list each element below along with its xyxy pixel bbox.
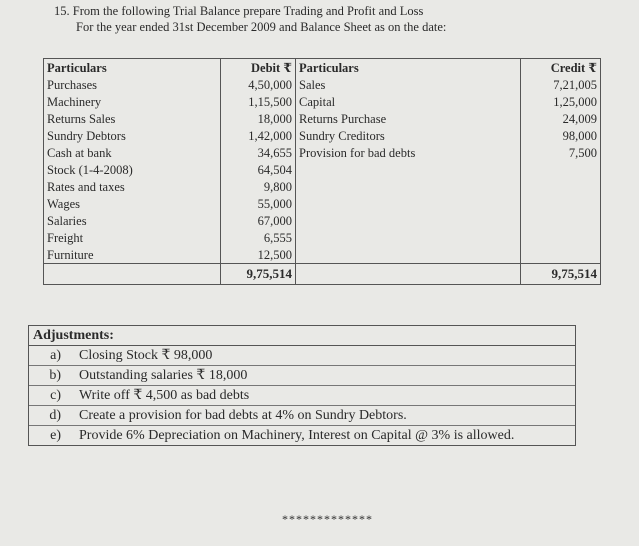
credit-amount: 7,21,005 bbox=[521, 76, 601, 93]
adjustment-text: Closing Stock ₹ 98,000 bbox=[79, 348, 213, 363]
debit-amount: 55,000 bbox=[221, 195, 296, 212]
table-row bbox=[44, 110, 601, 127]
adjustment-item bbox=[29, 346, 575, 366]
debit-amount: 1,15,500 bbox=[221, 93, 296, 110]
debit-amount: 6,555 bbox=[221, 229, 296, 246]
adjustment-text: Provide 6% Depreciation on Machinery, Interest on Capital @ 3% is allowed. bbox=[79, 428, 515, 443]
credit-amount bbox=[521, 195, 601, 212]
credit-particular bbox=[296, 229, 521, 246]
adjustment-item bbox=[29, 426, 575, 445]
table-row bbox=[44, 212, 601, 229]
adjustment-letter: a) bbox=[50, 348, 61, 363]
debit-particular: Machinery bbox=[44, 93, 221, 110]
credit-amount bbox=[521, 212, 601, 229]
header-particulars-credit: Particulars bbox=[296, 59, 521, 77]
credit-particular: Provision for bad debts bbox=[296, 144, 521, 161]
debit-particular: Returns Sales bbox=[44, 110, 221, 127]
credit-amount: 7,500 bbox=[521, 144, 601, 161]
debit-amount: 9,800 bbox=[221, 178, 296, 195]
adjustment-item bbox=[29, 366, 575, 386]
adjustment-text: Write off ₹ 4,500 as bad debts bbox=[79, 388, 250, 403]
debit-particular: Furniture bbox=[44, 246, 221, 264]
question-line-2: For the year ended 31st December 2009 and Balance Sheet as on the date: bbox=[76, 20, 447, 34]
credit-particular: Capital bbox=[296, 93, 521, 110]
adjustment-item bbox=[29, 386, 575, 406]
debit-particular: Freight bbox=[44, 229, 221, 246]
adjustment-letter: e) bbox=[50, 428, 61, 443]
adjustment-text: Create a provision for bad debts at 4% on Sundry Debtors. bbox=[79, 408, 407, 423]
header-debit: Debit ₹ bbox=[221, 59, 296, 77]
credit-amount: 24,009 bbox=[521, 110, 601, 127]
adjustment-item bbox=[29, 406, 575, 426]
credit-amount bbox=[521, 178, 601, 195]
header-particulars-debit: Particulars bbox=[44, 59, 221, 77]
debit-particular: Sundry Debtors bbox=[44, 127, 221, 144]
table-row bbox=[44, 76, 601, 93]
adjustment-letter: d) bbox=[49, 408, 61, 423]
credit-amount: 98,000 bbox=[521, 127, 601, 144]
debit-particular: Wages bbox=[44, 195, 221, 212]
debit-amount: 34,655 bbox=[221, 144, 296, 161]
credit-particular bbox=[296, 246, 521, 264]
table-row bbox=[44, 229, 601, 246]
table-row bbox=[44, 161, 601, 178]
credit-particular bbox=[296, 178, 521, 195]
debit-amount: 64,504 bbox=[221, 161, 296, 178]
debit-amount: 4,50,000 bbox=[221, 76, 296, 93]
table-row bbox=[44, 127, 601, 144]
credit-particular bbox=[296, 212, 521, 229]
credit-amount bbox=[521, 161, 601, 178]
debit-particular: Salaries bbox=[44, 212, 221, 229]
total-row bbox=[44, 264, 601, 285]
debit-amount: 1,42,000 bbox=[221, 127, 296, 144]
table-row bbox=[44, 93, 601, 110]
debit-amount: 67,000 bbox=[221, 212, 296, 229]
header-credit: Credit ₹ bbox=[521, 59, 601, 77]
credit-particular: Sundry Creditors bbox=[296, 127, 521, 144]
debit-particular: Rates and taxes bbox=[44, 178, 221, 195]
credit-amount bbox=[521, 246, 601, 264]
table-row bbox=[44, 178, 601, 195]
adjustment-letter: b) bbox=[49, 368, 61, 383]
table-header-row bbox=[44, 59, 601, 77]
table-row bbox=[44, 195, 601, 212]
adjustments-title: Adjustments: bbox=[29, 326, 575, 346]
table-row bbox=[44, 246, 601, 264]
total-credit: 9,75,514 bbox=[521, 264, 601, 285]
credit-amount bbox=[521, 229, 601, 246]
adjustment-letter: c) bbox=[50, 388, 61, 403]
table-row bbox=[44, 144, 601, 161]
debit-amount: 18,000 bbox=[221, 110, 296, 127]
credit-particular bbox=[296, 195, 521, 212]
adjustments-box bbox=[28, 325, 576, 446]
footer-stars: ************* bbox=[282, 512, 373, 526]
question-text bbox=[54, 3, 446, 35]
adjustment-text: Outstanding salaries ₹ 18,000 bbox=[79, 368, 248, 383]
question-line-1: 15. From the following Trial Balance prepare Trading and Profit and Loss bbox=[54, 4, 424, 18]
credit-particular: Sales bbox=[296, 76, 521, 93]
debit-particular: Stock (1-4-2008) bbox=[44, 161, 221, 178]
debit-particular: Cash at bank bbox=[44, 144, 221, 161]
credit-particular bbox=[296, 161, 521, 178]
debit-amount: 12,500 bbox=[221, 246, 296, 264]
trial-balance-table bbox=[43, 58, 601, 285]
credit-amount: 1,25,000 bbox=[521, 93, 601, 110]
debit-particular: Purchases bbox=[44, 76, 221, 93]
total-debit: 9,75,514 bbox=[221, 264, 296, 285]
credit-particular: Returns Purchase bbox=[296, 110, 521, 127]
